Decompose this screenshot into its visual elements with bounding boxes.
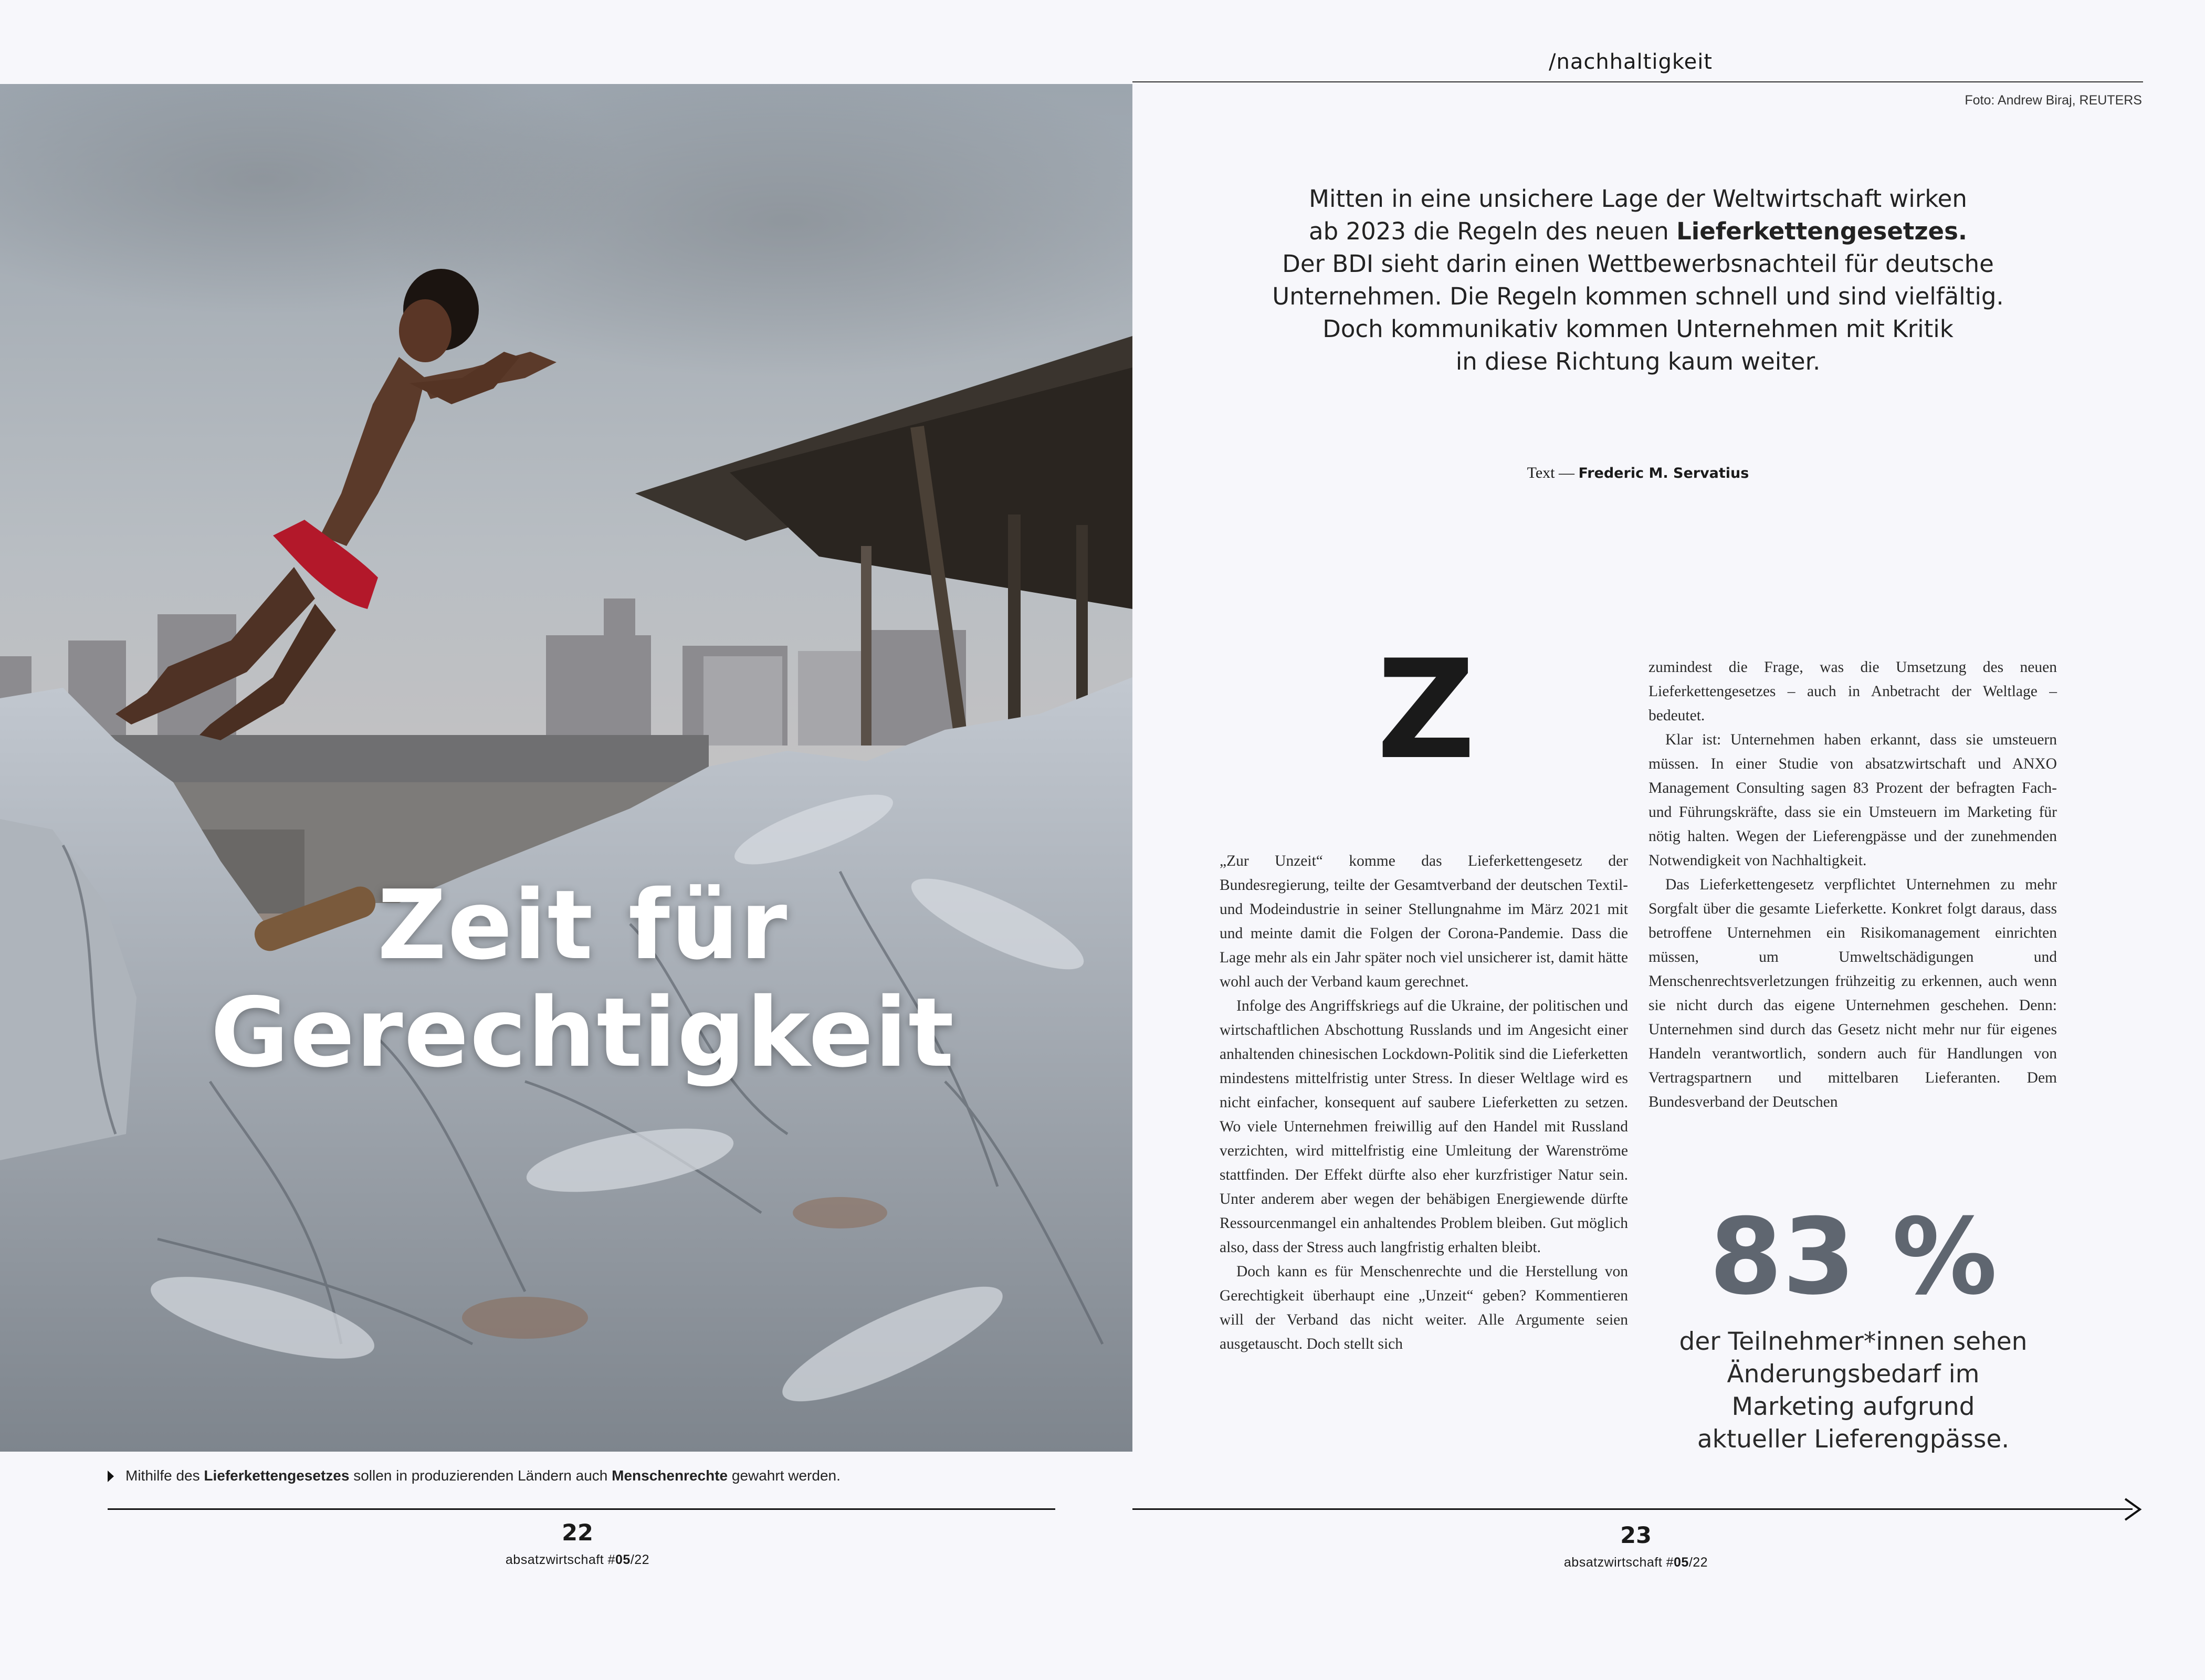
photo-credit: Foto: Andrew Biraj, REUTERS — [1965, 93, 2142, 108]
header-rule — [1132, 81, 2143, 82]
headline-line-1: Zeit für — [377, 869, 789, 981]
page-number-right: 23 — [1620, 1522, 1652, 1549]
photo-caption: Mithilfe des Lieferkettengesetzes sollen in produzierenden Ländern auch Menschenrechte gewahrt werden. — [108, 1467, 1105, 1484]
headline — [32, 869, 1134, 1088]
stat-description: der Teilnehmer*innen sehen Änderungsbedarf im Marketing aufgrund aktueller Lieferengpässe. — [1679, 1327, 2028, 1454]
magazine-issue-left: absatzwirtschaft #05/22 — [505, 1552, 650, 1567]
article-column-2 — [1648, 655, 2057, 1114]
article-column-1 — [1220, 849, 1628, 1356]
paragraph: Klar ist: Unternehmen haben erkannt, dass sie umsteuern müssen. In einer Studie von absatzwirtschaft und ANXO Management Consulting sagen 83 Prozent der befragten Fach- und Führungskräfte, dass sie ein Umsteuern im Marketing für nötig halten. Wegen der Lieferengpässe und der zunehmenden Notwendigkeit von Nachhaltigkeit. — [1648, 731, 2057, 869]
headline-line-2: Gerechtigkeit — [210, 977, 956, 1088]
page-number-left: 22 — [562, 1520, 593, 1546]
stat-value: 83 % — [1709, 1196, 1998, 1318]
magazine-issue-right: absatzwirtschaft #05/22 — [1563, 1555, 1708, 1570]
paragraph: Das Lieferkettengesetz verpflichtet Unternehmen zu mehr Sorgfalt über die gesamte Lieferkette. Konkret folgt daraus, dass betroffene Unternehmen ein Risikomanagement einrichten müssen, um Umweltschädigungen und Menschenrechtsverletzungen frühzeitig zu erkennen, auch wenn sie nicht durch das eigene Unternehmen geschehen. Denn: Unternehmen sind durch das Gesetz nicht mehr nur für eigenes Handeln verantwortlich, sondern auch für Handlungen von Vertragspartnern und mittelbaren Lieferanten. Dem Bundesverband der Deutschen — [1648, 876, 2057, 1110]
triangle-right-icon — [108, 1471, 114, 1482]
hero-photo — [0, 84, 1132, 1452]
byline: Text — Frederic M. Servatius — [1527, 464, 1749, 481]
arrow-right-icon[interactable] — [2121, 1497, 2143, 1522]
footer-rule-right — [1132, 1508, 2133, 1510]
lede: Mitten in eine unsichere Lage der Weltwirtschaft wirken ab 2023 die Regeln des neuen Lieferkettengesetzes. Der BDI sieht darin einen Wettbewerbsnachteil für deutsche Unternehmen. Die Regeln kommen schnell und sind vielfältig. Doch kommunikativ kommen Unternehmen mit Kritik in diese Richtung kaum weiter. — [1272, 185, 2004, 375]
drop-cap: Z — [1377, 631, 1476, 790]
paragraph: Infolge des Angriffskriegs auf die Ukraine, der politischen und wirtschaftlichen Abschottung Russlands und im Angesicht einer anhaltenden chinesischen Lockdown-Politik sind die Lieferketten mindestens mittelfristig unter Stress. In dieser Weltlage wird es nicht einfacher, konsequent auf saubere Lieferketten zu setzen. Wo viele Unternehmen freiwillig auf den Handel mit Russland verzichten, wird mittelfristig eine Umleitung der Warenströme stattfinden. Der Effekt dürfte also eher kurzfristiger Natur sein. Unter anderem aber wegen der behäbigen Energiewende dürfte Ressourcenmangel ein anhaltendes Problem bleiben. Gut möglich also, dass der Stress auch langfristig erhalten bleibt. — [1220, 998, 1628, 1256]
footer-rule-left — [108, 1508, 1055, 1510]
paragraph: Doch kann es für Menschenrechte und die Herstellung von Gerechtigkeit überhaupt eine „Unzeit“ geben? Kommentieren will der Verband das nicht weiter. Alle Argumente seien ausgetauscht. Doch stellt sich — [1220, 1263, 1628, 1352]
paragraph: „Zur Unzeit“ komme das Lieferkettengesetz der Bundesregierung, teilte der Gesamtverband der deutschen Textil- und Modeindustrie in seiner Stellungnahme im März 2021 mit und meinte damit die Folgen der Corona-Pandemie. Dass die Lage mehr als ein Jahr später noch viel unsicherer ist, damit hätte wohl auch der Verband kaum gerechnet. — [1220, 853, 1628, 990]
section-label: /nachhaltigkeit — [1549, 50, 1713, 74]
paragraph: zumindest die Frage, was die Umsetzung des neuen Lieferkettengesetzes – auch in Anbetracht der Weltlage – bedeutet. — [1648, 659, 2057, 724]
